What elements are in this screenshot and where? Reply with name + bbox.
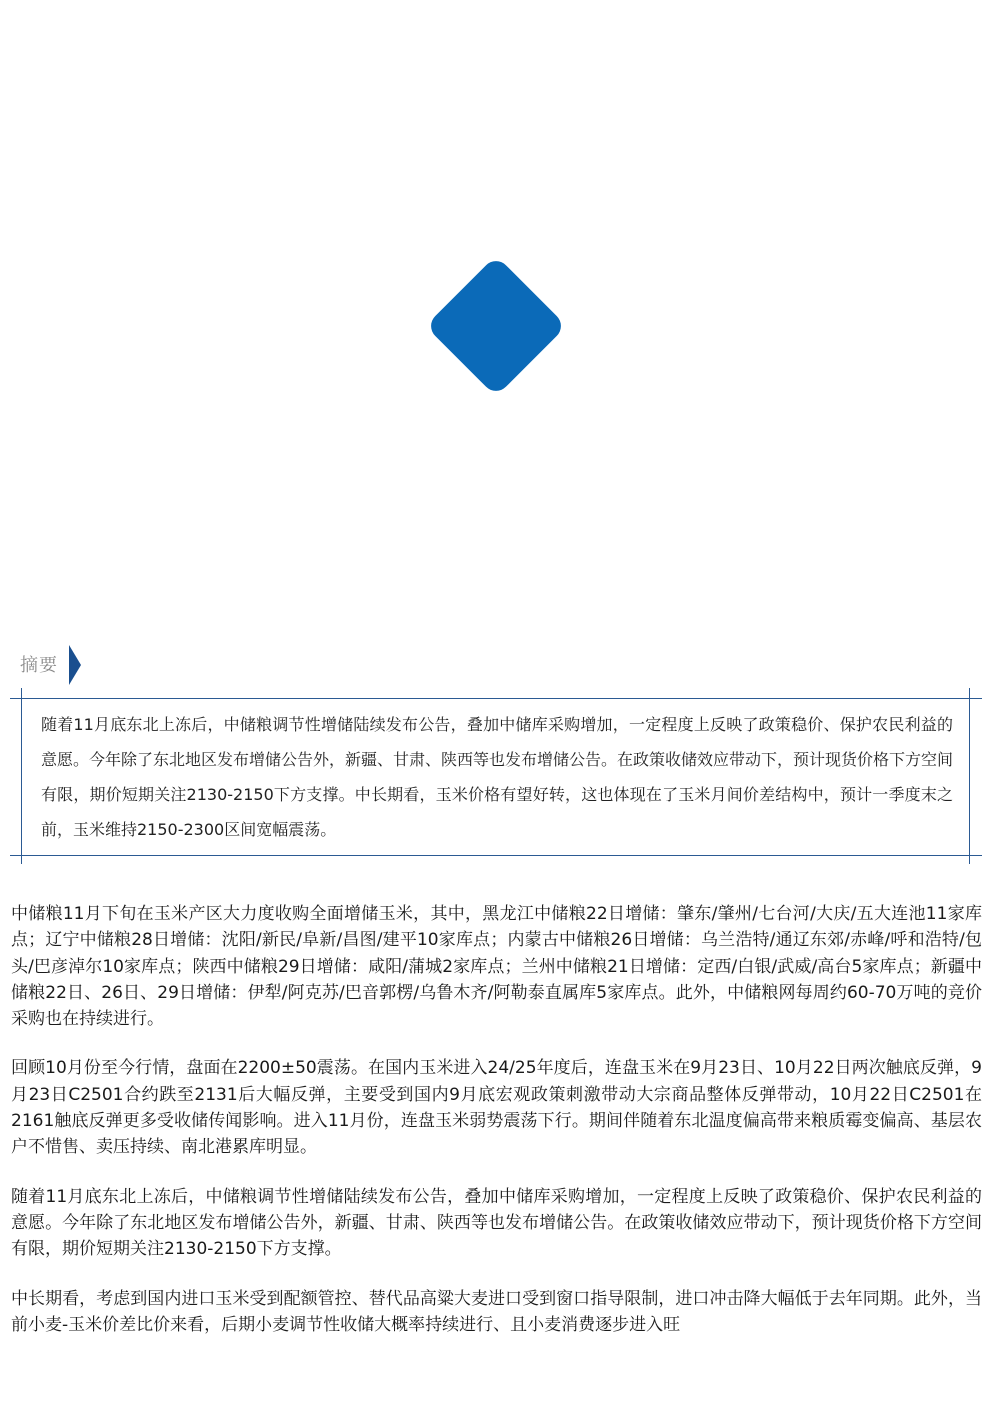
body-paragraph: 随着11月底东北上冻后，中储粮调节性增储陆续发布公告，叠加中储库采购增加，一定程度上反映了政策稳价、保护农民利益的意愿。今年除了东北地区发布增储公告外，新疆、甘肃、陕西等也发布增储公告。在政策收储效应带动下，预计现货价格下方空间有限，期价短期关注2130-2150下方支撑。 [11, 1186, 982, 1260]
summary-right-border [969, 688, 970, 864]
summary-label: 摘要 [20, 655, 58, 676]
summary-left-border [21, 688, 22, 864]
body-paragraph: 中长期看，考虑到国内进口玉米受到配额管控、替代品高粱大麦进口受到窗口指导限制，进口冲击降大幅低于去年同期。此外，当前小麦-玉米价差比价来看，后期小麦调节性收储大概率持续进行、且小麦消费逐步进入旺 [11, 1288, 982, 1335]
body-text [11, 901, 982, 1361]
summary-top-border [10, 698, 982, 699]
diamond-logo-icon [425, 255, 566, 396]
body-paragraph: 回顾10月份至今行情，盘面在2200±50震荡。在国内玉米进入24/25年度后，连盘玉米在9月23日、10月22日两次触底反弹，9月23日C2501合约跌至2131后大幅反弹，主要受到国内9月底宏观政策刺激带动大宗商品整体反弹带动，10月22日C2501在2161触底反弹更多受收储传闻影响。进入11月份，连盘玉米弱势震荡下行。期间伴随着东北温度偏高带来粮质霉变偏高、基层农户不惜售、卖压持续、南北港累库明显。 [11, 1058, 982, 1158]
summary-bottom-border [10, 855, 982, 856]
chevron-right-icon [69, 645, 81, 685]
summary-text: 随着11月底东北上冻后，中储粮调节性增储陆续发布公告，叠加中储库采购增加，一定程度上反映了政策稳价、保护农民利益的意愿。今年除了东北地区发布增储公告外，新疆、甘肃、陕西等也发布增储公告。在政策收储效应带动下，预计现货价格下方空间有限，期价短期关注2130-2150下方支撑。中长期看，玉米价格有望好转，这也体现在了玉米月间价差结构中，预计一季度末之前，玉米维持2150-2300区间宽幅震荡。 [41, 715, 954, 839]
body-paragraph: 中储粮11月下旬在玉米产区大力度收购全面增储玉米，其中，黑龙江中储粮22日增储：肇东/肇州/七台河/大庆/五大连池11家库点；辽宁中储粮28日增储：沈阳/新民/阜新/昌图/建平10家库点；内蒙古中储粮26日增储：乌兰浩特/通辽东郊/赤峰/呼和浩特/包头/巴彦淖尔10家库点；陕西中储粮29日增储：咸阳/蒲城2家库点；兰州中储粮21日增储：定西/白银/武威/高台5家库点；新疆中储粮22日、26日、29日增储：伊犁/阿克苏/巴音郭楞/乌鲁木齐/阿勒泰直属库5家库点。此外，中储粮网每周约60-70万吨的竞价采购也在持续进行。 [11, 904, 982, 1030]
